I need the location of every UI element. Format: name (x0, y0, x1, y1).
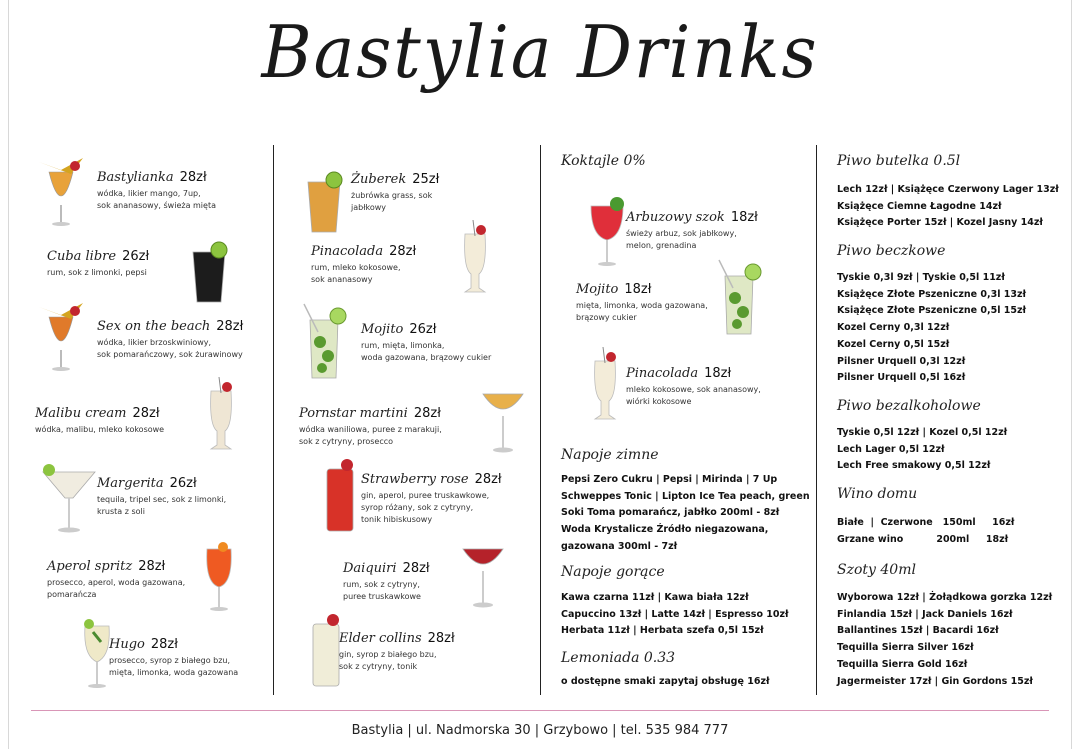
column-divider (273, 145, 274, 695)
drink-name: Daiquiri (343, 561, 397, 576)
beer-line: Lech 12zł | Książęce Czerwony Lager 13zł (837, 184, 1059, 195)
drink-item (626, 206, 758, 252)
drink-name: Hugo (109, 637, 145, 652)
lemonade-line: o dostępne smaki zapytaj obsługę 16zł (561, 676, 770, 687)
drink-name: Pinacolada (311, 244, 384, 259)
beer-line: Tyskie 0,3l 9zł | Tyskie 0,5l 11zł (837, 272, 1005, 283)
drink-description: prosecco, aperol, woda gazowana, pomarańcza (47, 578, 186, 599)
drink-price: 28zł (402, 561, 430, 576)
drink-name: Arbuzowy szok (626, 210, 725, 225)
drink-price: 28zł (216, 319, 244, 334)
drink-item (361, 318, 491, 364)
beer-line: Pilsner Urquell 0,5l 16zł (837, 372, 966, 384)
cold-drinks-line: Schweppes Tonic | Lipton Ice Tea peach, green (561, 490, 810, 502)
drink-item (361, 468, 502, 526)
drink-name: Żuberek (351, 172, 407, 187)
drink-description: rum, mięta, limonka, woda gazowana, brązowy cukier (361, 341, 492, 362)
drink-price: 18zł (704, 366, 732, 381)
beer-line: Książęce Ciemne Łagodne 14zł (837, 200, 1002, 212)
drink-description: gin, syrop z białego bzu, sok z cytryny, tonik (339, 650, 437, 671)
drink-price: 28zł (150, 637, 178, 652)
drink-description: rum, sok z limonki, pepsi (47, 268, 147, 277)
cocktail-glass-image (31, 150, 91, 230)
hot-drinks-list (561, 590, 789, 640)
beer-line: Lech Lager 0,5l 12zł (837, 443, 945, 455)
column-divider (540, 145, 541, 695)
menu-sheet (8, 0, 1072, 749)
cold-drinks-line: Pepsi Zero Cukru | Pepsi | Mirinda | 7 Up (561, 474, 778, 485)
drink-description: wódka waniliowa, puree z marakuji, sok z cytryny, prosecco (299, 425, 442, 446)
cocktail-glass-image (189, 535, 249, 615)
column-divider (816, 145, 817, 695)
drink-description: wódka, likier brzoskwiniowy, sok pomarańczowy, sok żurawinowy (97, 338, 243, 359)
cocktail-glass-image (191, 375, 251, 455)
beer-line: Książęce Złote Pszeniczne 0,5l 15zł (837, 305, 1027, 317)
drink-name: Aperol spritz (47, 559, 133, 574)
menu-title: Bastylia Drinks (261, 10, 819, 94)
drink-price: 28zł (179, 170, 207, 185)
drink-name: Cuba libre (47, 249, 117, 264)
non-alcoholic-beer-list (837, 425, 1007, 475)
footer-contact: Bastylia | ul. Nadmorska 30 | Grzybowo | tel. 535 984 777 (351, 723, 729, 738)
drink-item (47, 245, 149, 279)
cocktail-glass-image (179, 228, 239, 308)
drink-price: 25zł (412, 172, 440, 187)
drink-item (35, 402, 164, 436)
draft-beer-header: Piwo beczkowe (837, 243, 946, 259)
drink-item (576, 278, 708, 324)
drink-name: Bastylianka (97, 170, 174, 185)
shot-line: Tequilla Sierra Silver 16zł (837, 642, 974, 654)
cocktail-glass-image (311, 455, 371, 535)
drink-price: 28zł (474, 472, 502, 487)
drink-name: Pornstar martini (299, 406, 408, 421)
drink-item (97, 315, 243, 361)
drink-item (343, 557, 430, 603)
house-wine-list (837, 515, 1014, 548)
shot-line: Ballantines 15zł | Bacardi 16zł (837, 625, 999, 637)
drink-description: rum, mleko kokosowe, sok ananasowy (311, 263, 401, 284)
beer-line: Kozel Cerny 0,3l 12zł (837, 322, 950, 334)
non-alcoholic-beer-header: Piwo bezalkoholowe (837, 398, 981, 414)
bottled-beer-list (837, 182, 1059, 232)
shot-line: Jagermeister 17zł | Gin Gordons 15zł (837, 675, 1033, 687)
drink-item (311, 240, 416, 286)
drink-price: 26zł (122, 249, 150, 264)
cold-drinks-list (561, 472, 810, 556)
cocktail-glass-image (67, 612, 127, 692)
cold-drinks-line: gazowana 300ml - 7zł (561, 540, 678, 552)
wine-line: Białe | Czerwone 150ml 16zł (837, 517, 1015, 528)
drink-description: tequila, tripel sec, sok z limonki, krusta z soli (97, 495, 227, 516)
drink-price: 28zł (413, 406, 441, 421)
bottled-beer-header: Piwo butelka 0.5l (837, 153, 961, 169)
drink-item (47, 555, 185, 601)
drink-price: 18zł (624, 282, 652, 297)
drink-price: 26zł (169, 476, 197, 491)
drink-description: mięta, limonka, woda gazowana, brązowy cukier (576, 301, 708, 322)
cold-drinks-line: Woda Krystalicze Źródło niegazowana, (561, 524, 769, 536)
drink-name: Pinacolada (626, 366, 699, 381)
beer-line: Książęce Porter 15zł | Kozel Jasny 14zł (837, 217, 1043, 229)
drink-description: wódka, malibu, mleko kokosowe (35, 425, 165, 434)
cocktail-glass-image (577, 190, 637, 270)
cocktail-glass-image (453, 535, 513, 615)
beer-line: Książęce Złote Pszeniczne 0,3l 13zł (837, 288, 1027, 300)
drink-item (97, 472, 226, 518)
cocktail-glass-image (445, 218, 505, 298)
drink-description: prosecco, syrop z białego bzu, mięta, limonka, woda gazowana (109, 656, 239, 677)
hot-drinks-line: Kawa czarna 11zł | Kawa biała 12zł (561, 592, 749, 603)
drink-description: żubrówka grass, sok jabłkowy (351, 191, 433, 212)
shot-line: Finlandia 15zł | Jack Daniels 16zł (837, 608, 1013, 620)
drink-name: Strawberry rose (361, 472, 469, 487)
beer-line: Tyskie 0,5l 12zł | Kozel 0,5l 12zł (837, 427, 1008, 438)
drink-price: 28zł (427, 631, 455, 646)
drink-price: 28zł (132, 406, 160, 421)
drink-item (626, 362, 761, 408)
cold-drinks-line: Soki Toma pomarańcz, jabłko 200ml - 8zł (561, 507, 780, 519)
beer-line: Pilsner Urquell 0,3l 12zł (837, 355, 966, 367)
lemonade-header: Lemoniada 0.33 (561, 650, 676, 666)
beer-line: Kozel Cerny 0,5l 15zł (837, 338, 950, 350)
drink-item (299, 402, 442, 448)
cocktail-glass-image (39, 460, 99, 540)
cocktail-glass-image (297, 610, 357, 690)
draft-beer-list (837, 270, 1026, 387)
drink-name: Mojito (576, 282, 619, 297)
cocktail-glass-image (294, 302, 354, 382)
drink-description: wódka, likier mango, 7up, sok ananasowy, świeża mięta (97, 189, 216, 210)
drink-price: 18zł (730, 210, 758, 225)
shots-header: Szoty 40ml (837, 562, 916, 578)
cold-drinks-header: Napoje zimne (561, 447, 659, 463)
drink-price: 26zł (409, 322, 437, 337)
drink-description: świeży arbuz, sok jabłkowy, melon, grenadina (626, 229, 737, 250)
drink-item (109, 633, 238, 679)
cocktail-glass-image (31, 295, 91, 375)
drink-name: Elder collins (339, 631, 422, 646)
shot-line: Tequilla Sierra Gold 16zł (837, 658, 968, 670)
drink-price: 28zł (138, 559, 166, 574)
drink-name: Mojito (361, 322, 404, 337)
shot-line: Wyborowa 12zł | Żołądkowa gorzka 12zł (837, 592, 1053, 603)
drink-name: Sex on the beach (97, 319, 211, 334)
drink-description: rum, sok z cytryny, puree truskawkowe (343, 580, 421, 601)
beer-line: Lech Free smakowy 0,5l 12zł (837, 460, 991, 472)
hot-drinks-header: Napoje gorące (561, 564, 665, 580)
cocktail-glass-image (575, 345, 635, 425)
cocktail-glass-image (473, 380, 533, 460)
drink-price: 28zł (389, 244, 417, 259)
footer-divider (31, 710, 1049, 711)
shots-list (837, 590, 1052, 690)
house-wine-header: Wino domu (837, 486, 918, 502)
drink-description: mleko kokosowe, sok ananasowy, wiórki kokosowe (626, 385, 761, 406)
drink-name: Malibu cream (35, 406, 127, 421)
drink-description: gin, aperol, puree truskawkowe, syrop różany, sok z cytryny, tonik hibiskusowy (361, 491, 490, 524)
cocktail-glass-image (294, 158, 354, 238)
hot-drinks-line: Capuccino 13zł | Latte 14zł | Espresso 10zł (561, 608, 789, 620)
drink-name: Margerita (97, 476, 164, 491)
wine-line: Grzane wino 200ml 18zł (837, 533, 1009, 545)
drink-item (351, 168, 439, 214)
drink-item (97, 166, 216, 212)
cocktail-glass-image (709, 258, 769, 338)
hot-drinks-line: Herbata 11zł | Herbata szefa 0,5l 15zł (561, 625, 764, 637)
koktajle-header: Koktajle 0% (561, 153, 646, 169)
